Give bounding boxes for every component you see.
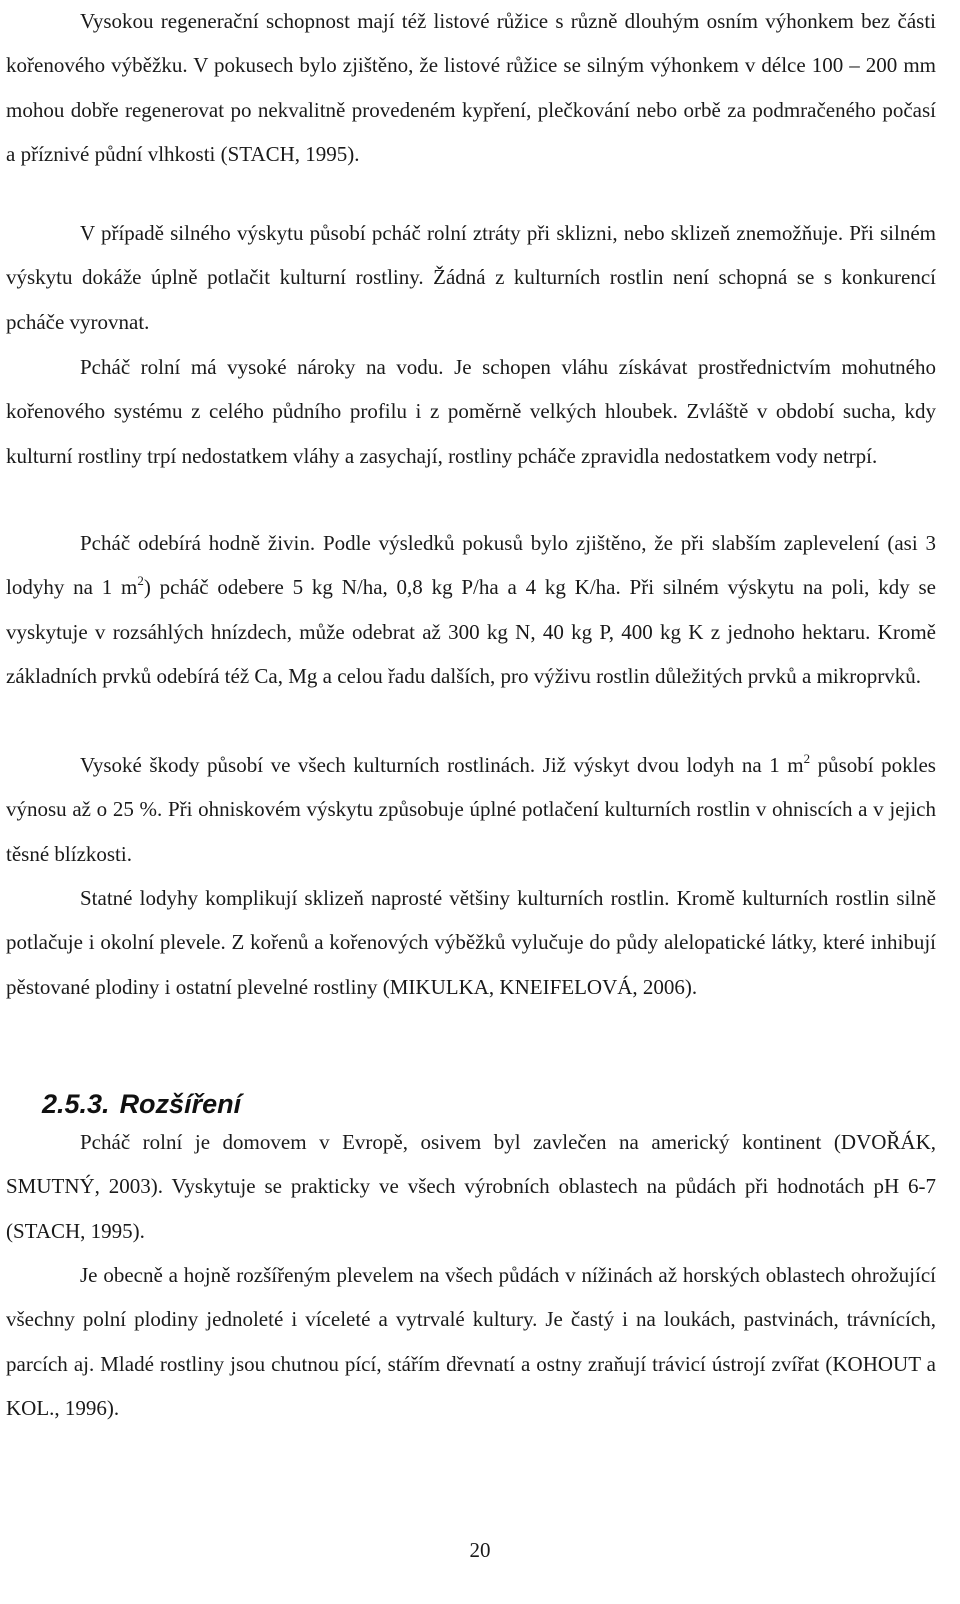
superscript: 2 (803, 751, 811, 766)
superscript: 2 (137, 573, 144, 589)
paragraph-distribution-habitat: Je obecně a hojně rozšířeným plevelem na všech půdách v nížinách až horských oblastech ohrožující všechny polní plodiny jednoleté i víceleté a vytrvalé kultury. Je častý i na loukách, pastvinách, trávnících, parcích aj. Mladé rostliny jsou chutnou pící, stářím dřevnatí a ostny zraňují trávicí ústrojí zvířat (KOHOUT a KOL., 1996). (6, 1263, 936, 1420)
paragraph-losses: V případě silného výskytu působí pcháč rolní ztráty při sklizni, nebo sklizeň znemožňuje. Při silném výskytu dokáže úplně potlačit kulturní rostliny. Žádná z kulturních rostlin není schopná se s konkurencí pcháče vyrovnat. (6, 221, 936, 334)
paragraph-distribution-origin: Pcháč rolní je domovem v Evropě, osivem byl zavlečen na americký kontinent (DVOŘÁK, SMUTNÝ, 2003). Vyskytuje se prakticky ve všech výrobních oblastech na půdách při hodnotách pH 6-7 (STACH, 1995). (6, 1130, 936, 1243)
paragraph-regeneration: Vysokou regenerační schopnost mají též listové růžice s různě dlouhým osním výhonkem bez části kořenového výběžku. V pokusech bylo zjištěno, že listové růžice se silným výhonkem v délce 100 – 200 mm mohou dobře regenerovat po nekvalitně provedeném kypření, plečkování nebo orbě za podmračeného počasí a příznivé půdní vlhkosti (STACH, 1995). (6, 9, 936, 166)
paragraph-damage: Vysoké škody působí ve všech kulturních rostlinách. Již výskyt dvou lodyh na 1 $m^2$ působí pokles výnosu až o 25 %. Při ohniskovém výskytu způsobuje úplné potlačení kulturních rostlin v ohniscích a v jejich těsné blízkosti. (6, 751, 936, 866)
page-number: 20 (469, 1538, 491, 1562)
section-title: Rozšíření (119, 1089, 242, 1119)
paragraph-stems: Statné lodyhy komplikují sklizeň naprosté většiny kulturních rostlin. Kromě kulturních rostlin silně potlačuje i okolní plevele. Z kořenů a kořenových výběžků vylučuje do půdy alelopatické látky, které inhibují pěstované plodiny i ostatní plevelné rostliny (MIKULKA, KNEIFELOVÁ, 2006). (6, 886, 936, 999)
paragraph-water: Pcháč rolní má vysoké nároky na vodu. Je schopen vláhu získávat prostřednictvím mohutného kořenového systému z celého půdního profilu i z poměrně velkých hloubek. Zvláště v období sucha, kdy kulturní rostliny trpí nedostatkem vláhy a zasychají, rostliny pcháče zpravidla nedostatkem vody netrpí. (6, 355, 936, 468)
section-number: 2.5.3. (42, 1089, 110, 1119)
section-heading (42, 1084, 241, 1124)
paragraph-nutrients: Pcháč odebírá hodně živin. Podle výsledků pokusů bylo zjištěno, že při slabším zaplevelení (asi 3 lodyhy na 1 $m^2$) pcháč odebere 5 kg N/ha, 0,8 kg P/ha a 4 kg K/ha. Při silném výskytu na poli, kdy se vyskytuje v rozsáhlých hnízdech, může odebrat až 300 kg N, 40 kg P, 400 kg K z jednoho hektaru. Kromě základních prvků odebírá též Ca, Mg a celou řadu dalších, pro výživu rostlin důležitých prvků a mikroprvků. (6, 531, 936, 688)
